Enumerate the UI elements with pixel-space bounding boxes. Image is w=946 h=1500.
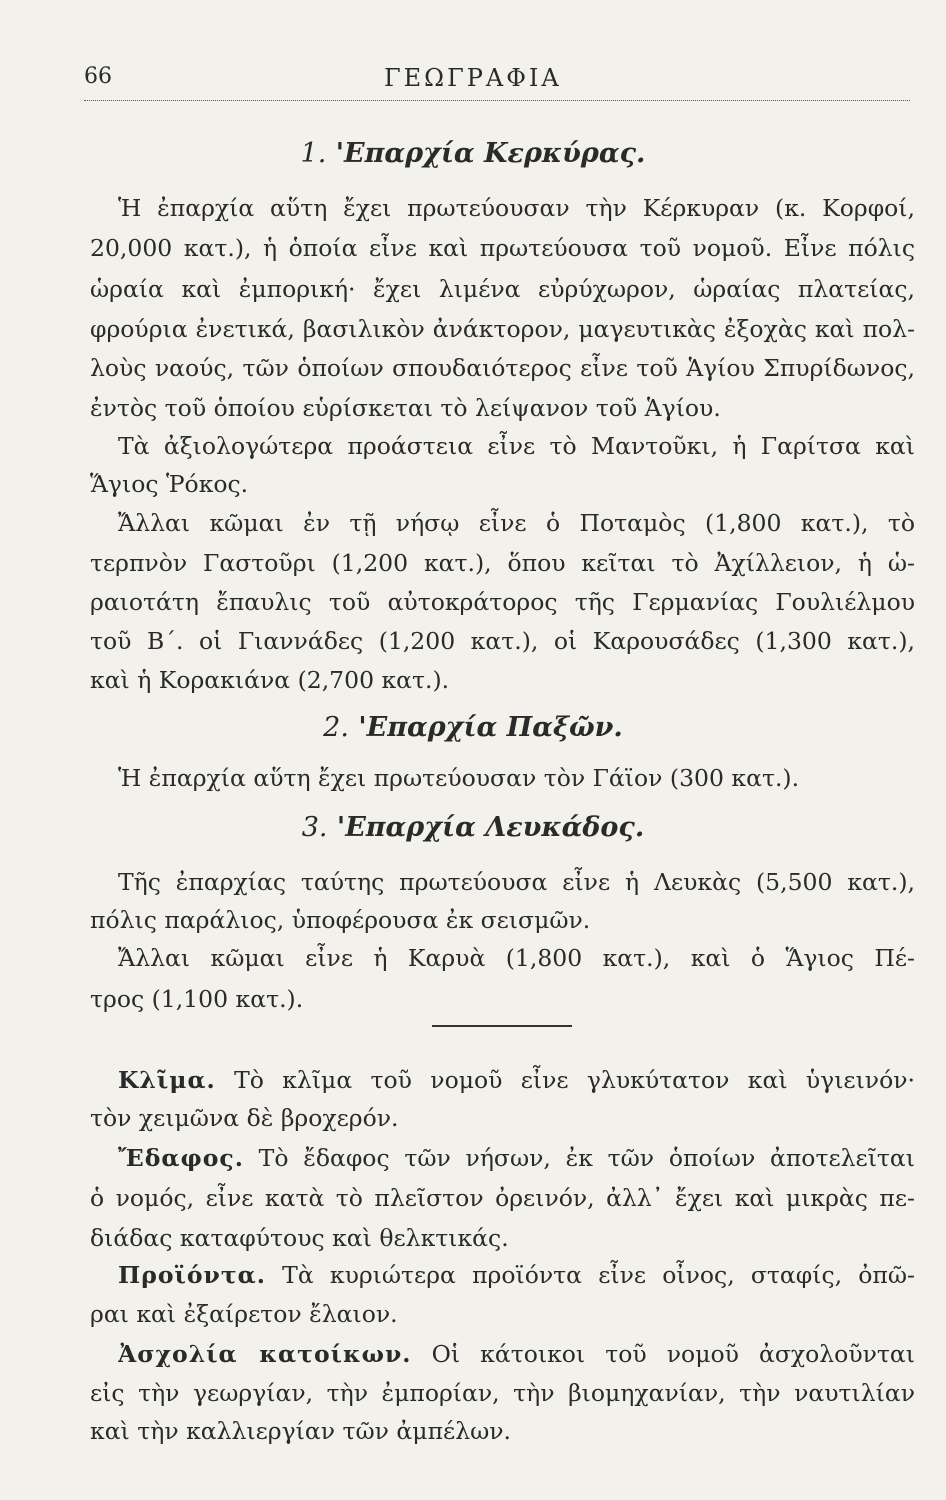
paragraph-line: Ἡ ἐπαρχία αὕτη ἔχει πρωτεύουσαν τὸν Γάϊον (300 κατ.). [118, 764, 800, 792]
section-heading-lefkada [0, 812, 946, 843]
paragraph-line: Τῆς ἐπαρχίας ταύτης πρωτεύουσα εἶνε ἡ Λευκὰς (5,500 κατ.), [118, 868, 915, 896]
topic-term: Προϊόντα. [118, 1261, 266, 1289]
topic-term: Κλῖμα. [118, 1066, 216, 1094]
paragraph-line: διάδας καταφύτους καὶ θελκτικάς. [90, 1224, 509, 1252]
paragraph-line: ραι καὶ ἐξαίρετον ἔλαιον. [90, 1300, 398, 1328]
paragraph-line: καὶ τὴν καλλιεργίαν τῶν ἀμπέλων. [90, 1417, 512, 1445]
topic-products-line [118, 1257, 915, 1293]
paragraph-line: Ἡ ἐπαρχία αὕτη ἔχει πρωτεύουσαν τὴν Κέρκυραν (κ. Κορφοί, [118, 194, 915, 222]
topic-term: Ἀσχολία κατοίκων. [118, 1340, 412, 1368]
section-divider [432, 1025, 572, 1027]
paragraph-line: τοῦ Β΄. οἱ Γιαννάδες (1,200 κατ.), οἱ Καρουσάδες (1,300 κατ.), [90, 627, 915, 655]
paragraph-line: τερπνὸν Γαστοῦρι (1,200 κατ.), ὅπου κεῖται τὸ Ἀχίλλειον, ἡ ὡ- [90, 549, 915, 577]
section-heading-kerkyra [0, 138, 946, 169]
paragraph-line: καὶ ἡ Κορακιάνα (2,700 κατ.). [90, 666, 450, 694]
paragraph-line: εἰς τὴν γεωργίαν, τὴν ἐμπορίαν, τὴν βιομηχανίαν, τὴν ναυτιλίαν [90, 1379, 915, 1407]
topic-text: Οἱ κάτοικοι τοῦ νομοῦ ἀσχολοῦνται [431, 1340, 915, 1368]
topic-term: Ἔδαφος. [118, 1144, 244, 1172]
paragraph-line: 20,000 κατ.), ἡ ὁποία εἶνε καὶ πρωτεύουσα τοῦ νομοῦ. Εἶνε πόλις [90, 234, 915, 262]
section-title: 'Επαρχία Λευκάδος. [336, 812, 645, 843]
paragraph-line: Τὰ ἀξιολογώτερα προάστεια εἶνε τὸ Μαντοῦκι, ἡ Γαρίτσα καὶ [118, 432, 915, 460]
paragraph-line: πόλις παράλιος, ὑποφέρουσα ἐκ σεισμῶν. [90, 906, 591, 934]
paragraph-line: ραιοτάτη ἔπαυλις τοῦ αὐτοκράτορος τῆς Γερμανίας Γουλιέλμου [90, 588, 915, 616]
topic-text: Τὸ κλῖμα τοῦ νομοῦ εἶνε γλυκύτατον καὶ ὑγιεινόν· [234, 1066, 915, 1094]
running-title: ΓΕΩΓΡΑΦΙΑ [384, 64, 562, 92]
paragraph-line: λοὺς ναούς, τῶν ὁποίων σπουδαιότερος εἶνε τοῦ Ἁγίου Σπυρίδωνος, [90, 354, 915, 382]
paragraph-line: ὁ νομός, εἶνε κατὰ τὸ πλεῖστον ὀρεινόν, ἀλλ᾽ ἔχει καὶ μικρὰς πε- [90, 1184, 915, 1212]
topic-climate-line [118, 1062, 915, 1098]
paragraph-line: τρος (1,100 κατ.). [90, 985, 304, 1013]
paragraph-line: Ἄλλαι κῶμαι εἶνε ἡ Καρυὰ (1,800 κατ.), καὶ ὁ Ἅγιος Πέ- [118, 944, 915, 972]
page-number: 66 [84, 64, 112, 89]
section-number: 1. [300, 138, 327, 169]
paragraph-line: φρούρια ἐνετικά, βασιλικὸν ἀνάκτορον, μαγευτικὰς ἐξοχὰς καὶ πολ- [90, 315, 915, 343]
section-number: 2. [323, 712, 349, 743]
paragraph-line: Ἅγιος Ῥόκος. [90, 470, 249, 498]
paragraph-line: τὸν χειμῶνα δὲ βροχερόν. [90, 1104, 399, 1132]
paragraph-line: Ἄλλαι κῶμαι ἐν τῇ νήσῳ εἶνε ὁ Ποταμὸς (1,800 κατ.), τὸ [118, 509, 915, 537]
paragraph-line: ἐντὸς τοῦ ὁποίου εὑρίσκεται τὸ λείψανον τοῦ Ἁγίου. [90, 394, 721, 422]
topic-occupations-line [118, 1336, 915, 1372]
section-title: 'Επαρχία Κερκύρας. [335, 138, 646, 169]
section-number: 3. [301, 812, 328, 843]
topic-text: Τὰ κυριώτερα προϊόντα εἶνε οἶνος, σταφίς, ὀπῶ- [282, 1261, 915, 1289]
paragraph-line: ὡραία καὶ ἐμπορική· ἔχει λιμένα εὐρύχωρον, ὡραίας πλατείας, [90, 275, 915, 303]
page-header [84, 60, 910, 101]
section-heading-paxoi [0, 712, 946, 743]
topic-text: Τὸ ἔδαφος τῶν νήσων, ἐκ τῶν ὁποίων ἀποτελεῖται [258, 1144, 915, 1172]
section-title: 'Επαρχία Παξῶν. [358, 712, 623, 743]
topic-soil-line [118, 1140, 915, 1176]
